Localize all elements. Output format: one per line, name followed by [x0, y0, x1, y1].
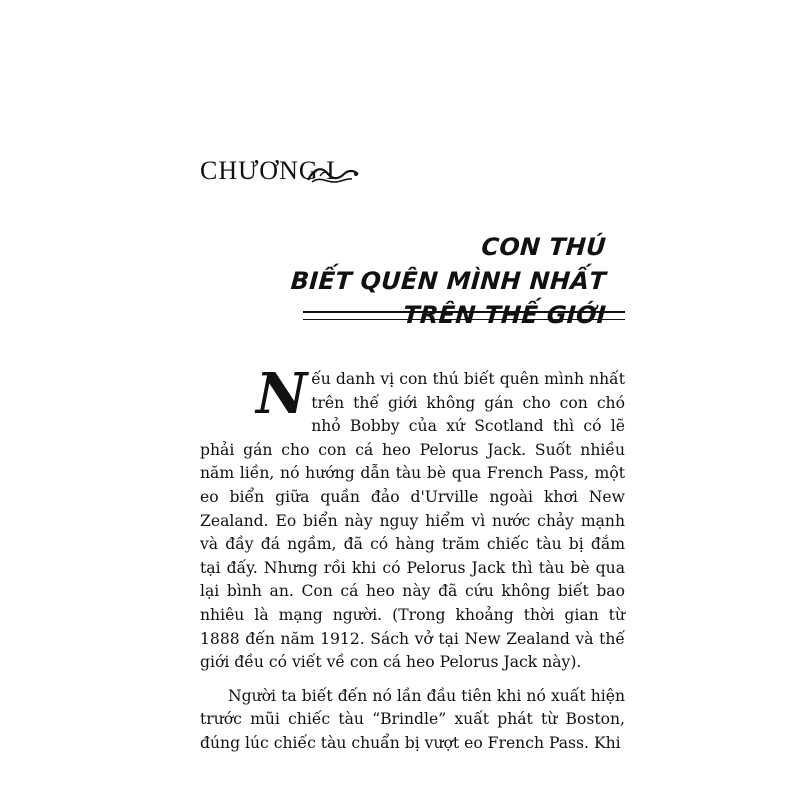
drop-cap: N	[256, 361, 308, 427]
title-underline-rule	[303, 311, 625, 320]
chapter-flourish-ornament	[306, 160, 360, 186]
paragraph-2: Người ta biết đến nó lần đầu tiên khi nó xuất hiện trước mũi chiếc tàu “Brindle” xuất phát từ Boston, đúng lúc chiếc tàu chuẩn bị vượt eo French Pass. Khi	[200, 686, 625, 752]
chapter-title-line-2: BIẾT QUÊN MÌNH NHẤT	[289, 267, 607, 295]
body-text	[200, 361, 625, 766]
chapter-title-line-1: CON THÚ	[480, 233, 607, 261]
paragraph-1-text: ếu danh vị con thú biết quên mình nhất trên thế giới không gán cho con chó nhỏ Bobby của xứ Scotland thì có lẽ phải gán cho con cá heo Pelorus Jack. Suốt nhiều năm liền, nó hướng dẫn tàu bè qua French Pass, một eo biển giữa quần đảo d'Urville ngoài khơi New Zealand. Eo biển này nguy hiểm vì nước chảy mạnh và đầy đá ngầm, đã có hàng trăm chiếc tàu bị đắm tại đấy. Nhưng rồi khi có Pelorus Jack thì tàu bè qua lại bình an. Con cá heo này đã cứu không biết bao nhiêu là mạng người. (Trong khoảng thời gian từ 1888 đến năm 1912. Sách vở tại New Zealand và thế giới đều có viết về con cá heo Pelorus Jack này).	[200, 370, 625, 672]
chapter-title-line-3: TRÊN THẾ GIỚI	[402, 301, 607, 329]
paragraph-1	[200, 361, 625, 675]
chapter-label: CHƯƠNG I	[200, 156, 336, 185]
